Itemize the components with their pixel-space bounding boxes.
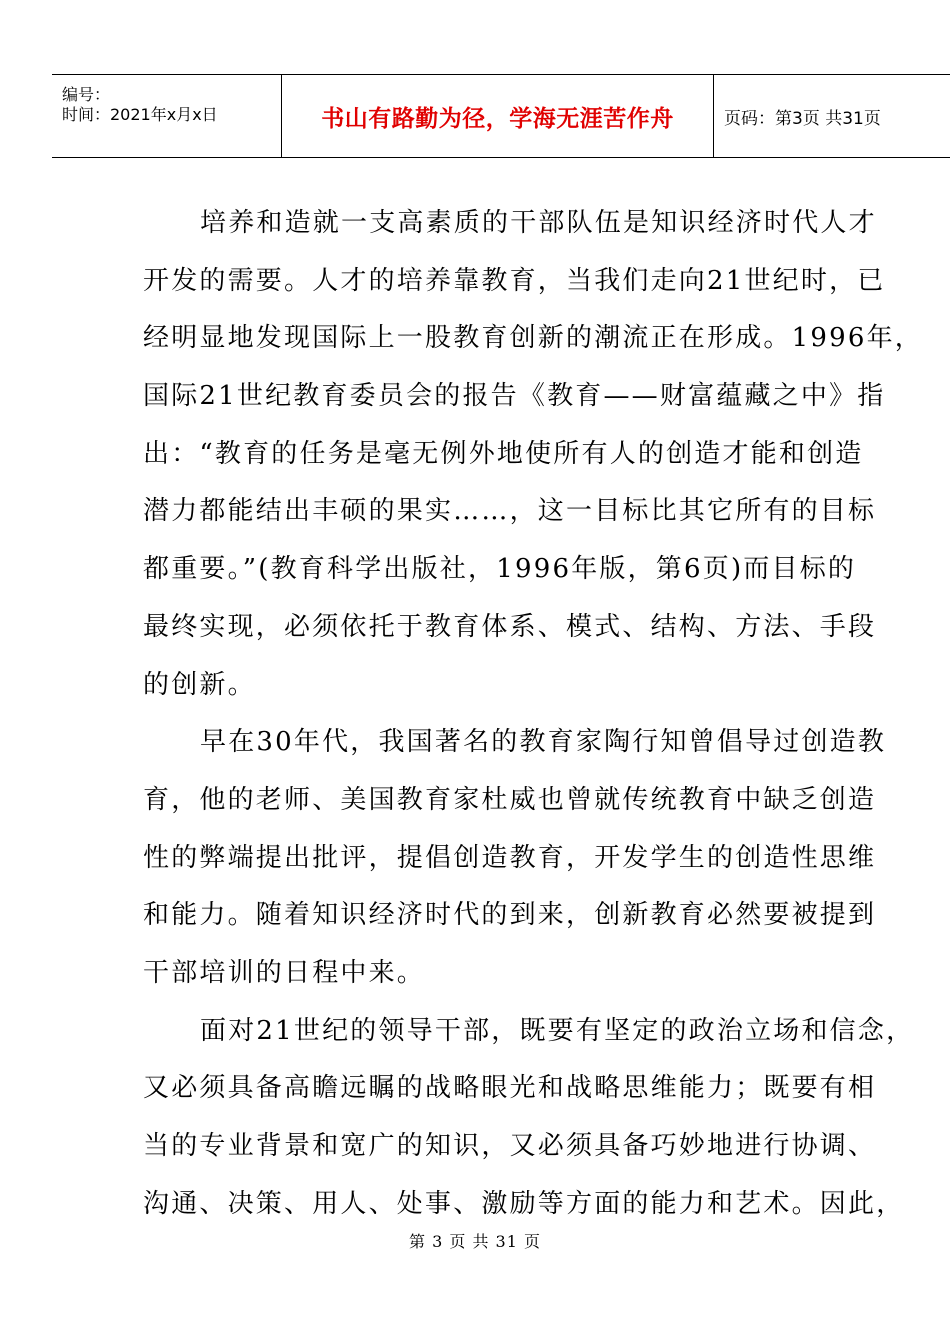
text-line: 当的专业背景和宽广的知识，又必须具备巧妙地进行协调、 (143, 1131, 877, 1161)
header-meta (52, 75, 282, 157)
paragraph (143, 1003, 915, 1234)
paragraph (143, 195, 923, 714)
page-footer (0, 1229, 950, 1252)
text-line: 育，他的老师、美国教育家杜威也曾就传统教育中缺乏创造 (143, 784, 877, 815)
text-line: 出：“教育的任务是毫无例外地使所有人的创造才能和创造 (143, 438, 864, 469)
footer-page-number: 第 3 页 共 31 页 (409, 1232, 541, 1251)
text-line: 国际21世纪教育委员会的报告《教育——财富蕴藏之中》指 (143, 381, 886, 412)
document-body (143, 195, 923, 1233)
text-line: 最终实现，必须依托于教育体系、模式、结构、方法、手段 (143, 611, 877, 642)
page-header (52, 74, 950, 158)
header-page-code-cell (714, 75, 950, 157)
text-line: 性的弊端提出批评，提倡创造教育，开发学生的创造性思维 (143, 842, 877, 873)
paragraph (143, 714, 887, 1002)
text-line: 和能力。随着知识经济时代的到来，创新教育必然要被提到 (143, 900, 877, 931)
serial-number-label: 编号： (62, 85, 111, 104)
text-line: 面对21世纪的领导干部，既要有坚定的政治立场和信念， (200, 1015, 915, 1046)
motto-text: 书山有路勤为径，学海无涯苦作舟 (321, 105, 674, 132)
page-code-text: 页码：第3页 共31页 (724, 108, 881, 129)
time-label: 时间：2021年x月x日 (62, 105, 218, 124)
text-line: 开发的需要。人才的培养靠教育，当我们走向21世纪时，已 (143, 265, 886, 296)
text-line: 沟通、决策、用人、处事、激励等方面的能力和艺术。因此， (143, 1188, 905, 1219)
text-line: 经明显地发现国际上一股教育创新的潮流正在形成。1996年， (143, 323, 923, 354)
header-motto-cell (282, 75, 714, 157)
text-line: 的创新。 (143, 669, 256, 700)
text-line: 又必须具备高瞻远瞩的战略眼光和战略思维能力；既要有相 (143, 1073, 877, 1104)
text-line: 早在30年代，我国著名的教育家陶行知曾倡导过创造教 (200, 727, 887, 758)
text-line: 潜力都能结出丰硕的果实……，这一目标比其它所有的目标 (143, 496, 877, 527)
text-line: 干部培训的日程中来。 (143, 957, 426, 988)
text-line: 都重要。”(教育科学出版社，1996年版，第6页)而目标的 (143, 554, 857, 585)
text-line: 培养和造就一支高素质的干部队伍是知识经济时代人才 (200, 208, 877, 238)
